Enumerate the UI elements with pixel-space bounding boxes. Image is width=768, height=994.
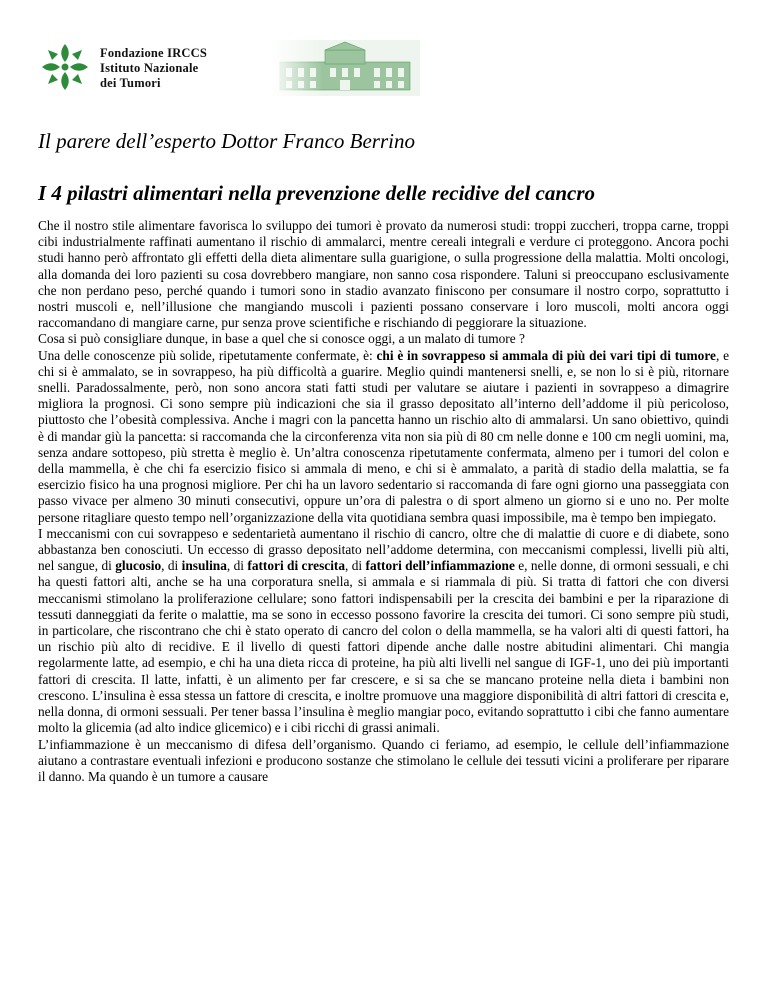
emphasis-overweight: chi è in sovrappeso si ammala di più dei vari tipi di tumore (376, 347, 716, 363)
emphasis-insulin: insulina (181, 558, 227, 574)
paragraph-4-part-a: I meccanismi con cui sovrappeso e sedentarietà aumentano il rischio di cancro, oltre che di malattie di cuore e di diabete, sono abbastanza ben conosciuti. Un eccesso di grasso depositato nell’addome determina, con meccanismi complessi, livelli più alti, nel sangue, di (38, 525, 729, 574)
paragraph-3 (38, 348, 729, 526)
expert-subtitle: Il parere dell’esperto Dottor Franco Berrino (38, 129, 415, 153)
paragraph-4 (38, 526, 729, 737)
institute-building-icon (270, 40, 420, 96)
page-header (38, 40, 418, 100)
org-line-1: Fondazione IRCCS (100, 46, 208, 60)
paragraph-5: L’infiammazione è un meccanismo di difesa dell’organismo. Quando ci feriamo, ad esempio, le cellule dell’infiammazione aiutano a contrastare eventuali infezioni e producono sostanze che stimolano le cellule dei tessuti vicini a proliferare per riparare il danno. Ma quando è un tumore a causare (38, 736, 729, 784)
article-body (38, 218, 729, 785)
paragraph-2: Cosa si può consigliare dunque, in base a quel che si conosce oggi, a un malato di tumore ? (38, 331, 525, 347)
org-line-2: Istituto Nazionale (100, 61, 199, 75)
paragraph-3-part-a: Una delle conoscenze più solide, ripetutamente confermate, è: (38, 347, 377, 363)
cross-leaf-logo-icon (38, 40, 92, 94)
emphasis-glucose: glucosio (115, 558, 162, 574)
paragraph-4-sep-1: , di (161, 558, 182, 574)
org-line-3: dei Tumori (100, 76, 161, 90)
emphasis-growth-factors: fattori di crescita (247, 558, 346, 574)
paragraph-3-part-c: , e chi si è ammalato, se in sovrappeso, ha più difficoltà a guarire. Meglio quindi mantenersi snelli, e, se non lo si è più, ritornare snelli. Paradossalmente, però, non sono ancora stati fatti studi per valutare se aiutare i pazienti in sovrappeso a dimagrire migliora la prognosi. Ci sono sempre più indicazioni che sia il grasso depositato all’interno dell’addome il più pericoloso, piuttosto che l’obesità complessiva. Anche i magri con la pancetta hanno un rischio alto di ammalarsi. Un sano obiettivo, quindi è di mandar giù la pancetta: si raccomanda che la circonferenza vita non sia più di 80 cm nelle donne e 100 cm negli uomini, ma, senza andare sottopeso, più stretta è meglio è. Un’altra conoscenza ripetutamente confermata, almeno per i tumori del colon e della mammella, è che chi fa esercizio fisico si ammala di meno, e chi si è ammalato, a parità di stadio della malattia, se fa esercizio fisico ha una prognosi migliore. Per chi ha un lavoro sedentario si raccomanda di fare ogni giorno una passeggiata con passo vivace per almeno 30 minuti consecutivi, oppure un’ora di palestra o di sport almeno un giorno si e uno no. Per molte persone ritagliare questo tempo nell’organizzazione della vita quotidiana sembra quasi impossibile, ma è tempo ben impiegato. (38, 347, 729, 525)
paragraph-1: Che il nostro stile alimentare favorisca lo sviluppo dei tumori è provato da numerosi studi: troppi zuccheri, troppa carne, troppi cibi industrialmente raffinati aumentano il rischio di ammalarci, mentre cereali integrali e verdure ci proteggono. Ancora pochi studi hanno però affrontato gli effetti della dieta alimentare sulla guarigione, o sulla progressione della malattia. Molti oncologi, alla domanda dei loro pazienti su cosa dovrebbero mangiare, non sanno cosa rispondere. Taluni si preoccupano esclusivamente che non perdano peso, perché quando i tumori sono in stadio avanzato finiscono per consumare il nostro corpo, soprattutto i nostri muscoli e, nell’illusione che mangiando muscoli i pazienti possano conservare i loro muscoli, molti ancora oggi raccomandano di mangiare carne, pur senza prove scientifiche e rischiando di peggiorare la situazione. (38, 218, 729, 331)
paragraph-4-sep-3: , di (345, 558, 366, 574)
article-title: I 4 pilastri alimentari nella prevenzione delle recidive del cancro (38, 181, 596, 205)
emphasis-inflammation-factors: fattori dell’infiammazione (365, 558, 515, 574)
paragraph-4-sep-2: , di (226, 558, 248, 574)
institute-name (100, 46, 207, 91)
paragraph-4-part-d: e, nelle donne, di ormoni sessuali, e chi ha questi fattori alti, anche se ha una corporatura snella, si ammala e si riammala di più. Si tratta di fattori che con diversi meccanismi stimolano la proliferazione cellulare; sono fattori indispensabili per la crescita dei bambini e per la riparazione di tessuti danneggiati da ferite o malattie, ma se sono in eccesso possono favorire la crescita dei tumori. Ci sono sempre più studi, in particolare, che riscontrano che chi è stato operato di cancro del colon o della mammella, se ha valori alti di questi fattori, ha un rischio più alto di recidive. E il livello di questi fattori dipende anche dalle nostre abitudini alimentari. Chi mangia regolarmente latte, ad esempio, e chi ha una dieta ricca di proteine, ha più alti livelli nel sangue di IGF-1, uno dei più importanti fattori di crescita. Il latte, infatti, è un alimento per far crescere, e si sa che se mancano proteine nella dieta i bambini non crescono. L’insulina è essa stessa un fattore di crescita, e inoltre promuove una maggiore disponibilità di altri fattori di crescita e, nella donna, di ormoni sessuali. Per tener bassa l’insulina è meglio mangiar poco, evitando soprattutto i cibi che fanno aumentare molto la glicemia (ad alto indice glicemico) e i cibi ricchi di grassi animali. (38, 558, 730, 736)
